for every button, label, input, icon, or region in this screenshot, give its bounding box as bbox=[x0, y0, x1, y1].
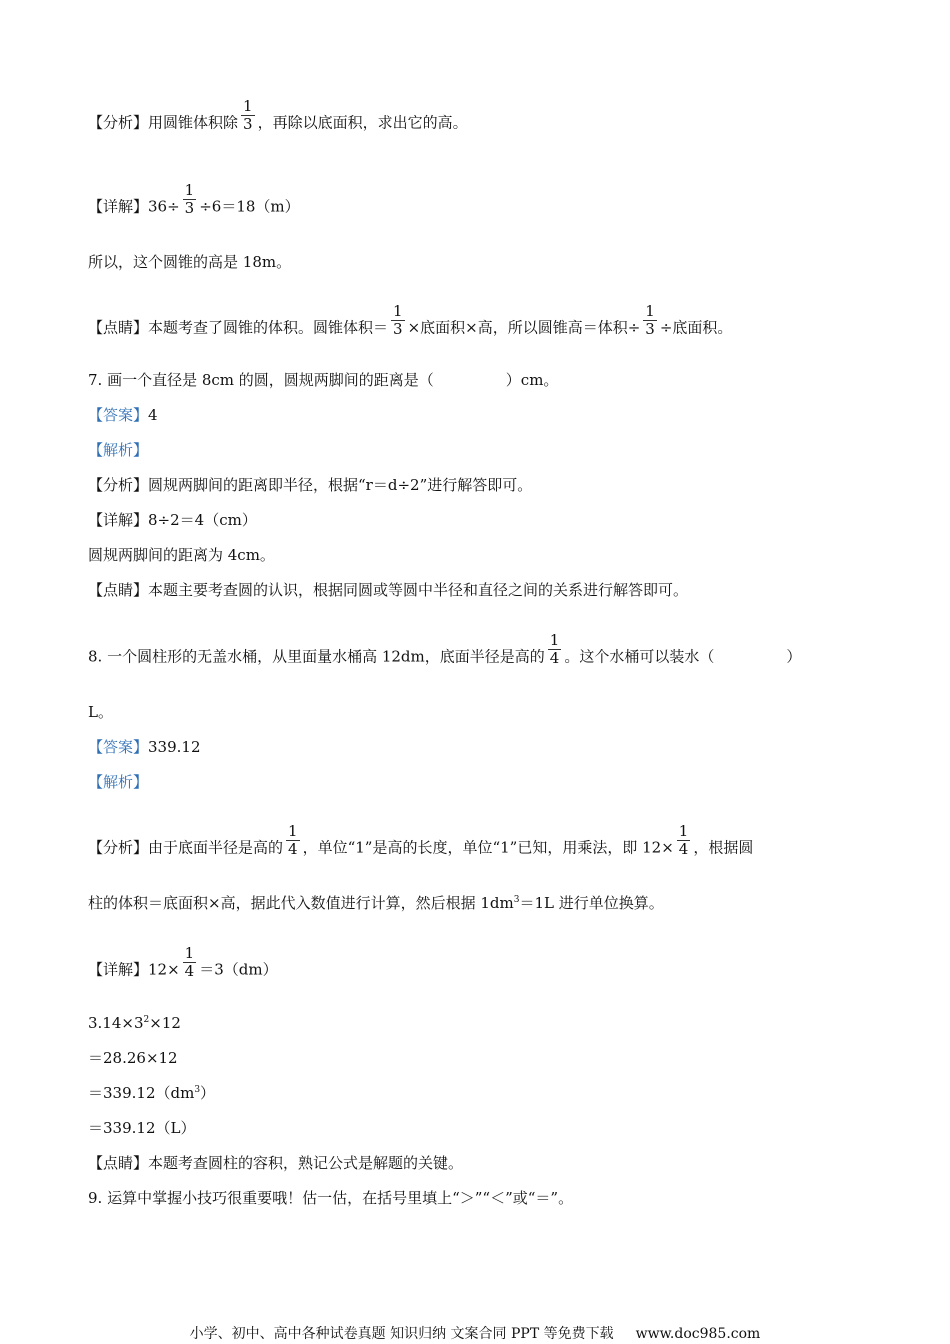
q6-conclusion: 所以，这个圆锥的高是 18m。 bbox=[88, 253, 292, 271]
q7-question: 7. 画一个直径是 8cm 的圆，圆规两脚间的距离是（ ）cm。 bbox=[88, 371, 559, 389]
analysis-tag: 【分析】 bbox=[88, 113, 149, 132]
q8-analysis-line2: 柱的体积＝底面积×高，据此代入数值进行计算，然后根据 $1dm^3=1L$ 进行单位换算。 bbox=[88, 894, 664, 912]
q6-analysis: 【分析】用圆锥体积除 $\frac{1}{3}$ ，再除以底面积，求出它的高。 bbox=[88, 97, 468, 133]
answer-tag: 【答案】 bbox=[88, 406, 149, 424]
fraction-one-third: $\frac{1}{3}$ bbox=[393, 302, 403, 338]
fraction-one-quarter: $\frac{1}{4}$ bbox=[184, 944, 195, 980]
q8-comment: 【点睛】本题考查圆柱的容积，熟记公式是解题的关键。 bbox=[88, 1154, 464, 1172]
comment-tag: 【点睛】 bbox=[88, 581, 149, 599]
answer-value: 4 bbox=[148, 406, 158, 424]
answer-value: 339.12 bbox=[148, 738, 201, 756]
q8-calc-step-3: $=339.12(dm^3)$ bbox=[88, 1084, 216, 1102]
fraction-one-third: $\frac{1}{3}$ bbox=[184, 181, 195, 217]
detail-tag: 【详解】 bbox=[88, 960, 149, 979]
q8-analysis: 【分析】由于底面半径是高的 $\frac{1}{4}$ ，单位“1”是高的长度，单位“1”已知，用乘法，即 12× $\frac{1}{4}$ ，根据圆 bbox=[88, 822, 754, 858]
q8-calc-step-2: ＝28.26×12 bbox=[88, 1049, 178, 1067]
q8-calc-step-4: ＝339.12（L） bbox=[88, 1119, 196, 1137]
q7-detail: 【详解】8÷2＝4（cm） bbox=[88, 511, 257, 529]
q6-detail: 【详解】36÷ $\frac{1}{3}$ ÷6＝18（m） bbox=[88, 181, 300, 217]
analysis-tag: 【分析】 bbox=[88, 476, 149, 494]
comment-tag: 【点睛】 bbox=[88, 318, 149, 337]
detail-tag: 【详解】 bbox=[88, 511, 149, 529]
analysis-tag: 【分析】 bbox=[88, 838, 149, 857]
fraction-one-quarter: $\frac{1}{4}$ bbox=[549, 631, 560, 667]
q7-answer bbox=[88, 405, 158, 425]
page-footer bbox=[0, 1323, 950, 1343]
footer-text: 小学、初中、高中各种试卷真题 知识归纳 文案合同 PPT 等免费下载 bbox=[189, 1326, 614, 1342]
q8-detail: 【详解】12× $\frac{1}{4}$ ＝3（dm） bbox=[88, 944, 278, 980]
q6-comment: 【点睛】本题考查了圆锥的体积。圆锥体积＝ $\frac{1}{3}$ ×底面积×高，所以圆锥高＝体积÷ $\frac{1}{3}$ ÷底面积。 bbox=[88, 302, 733, 338]
q9-question: 9. 运算中掌握小技巧很重要哦！估一估，在括号里填上“＞”“＜”或“＝”。 bbox=[88, 1189, 574, 1207]
detail-tag: 【详解】 bbox=[88, 197, 149, 216]
comment-tag: 【点睛】 bbox=[88, 1154, 149, 1172]
fraction-one-quarter: $\frac{1}{4}$ bbox=[288, 822, 298, 858]
q8-solution-tag: 【解析】 bbox=[88, 773, 149, 791]
q7-comment: 【点睛】本题主要考查圆的认识，根据同圆或等圆中半径和直径之间的关系进行解答即可。 bbox=[88, 581, 689, 599]
answer-tag: 【答案】 bbox=[88, 738, 149, 756]
q7-conclusion: 圆规两脚间的距离为 4cm。 bbox=[88, 546, 275, 564]
fraction-one-third: $\frac{1}{3}$ bbox=[645, 302, 655, 338]
q8-question-unit: L。 bbox=[88, 703, 113, 721]
footer-link[interactable]: www.doc985.com bbox=[635, 1326, 761, 1342]
q8-calc-step-1: $3.14\times 3^2\times 12$ bbox=[88, 1014, 181, 1032]
q8-answer bbox=[88, 737, 201, 757]
fraction-one-quarter: $\frac{1}{4}$ bbox=[678, 822, 689, 858]
fraction-one-third: $\frac{1}{3}$ bbox=[243, 97, 253, 133]
q7-solution-tag: 【解析】 bbox=[88, 441, 149, 459]
q8-question: 8. 一个圆柱形的无盖水桶，从里面量水桶高 12dm，底面半径是高的 $\frac{1}{4}$ 。这个水桶可以装水（ ） bbox=[88, 631, 802, 667]
q7-analysis: 【分析】圆规两脚间的距离即半径，根据“r＝d÷2”进行解答即可。 bbox=[88, 476, 533, 494]
